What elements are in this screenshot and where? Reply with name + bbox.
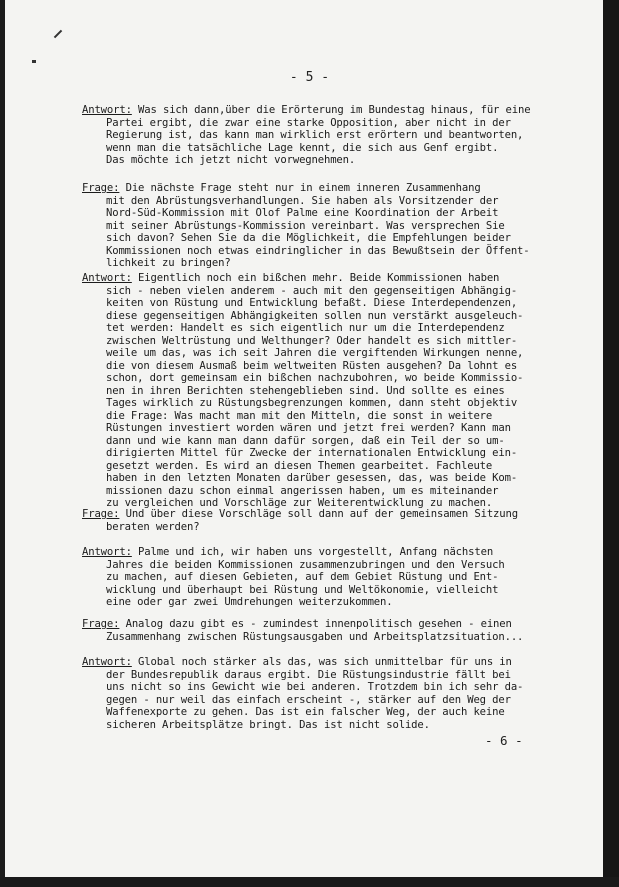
text-line: tet werden: Handelt es sich eigentlich nur um die Interdependenz <box>106 322 505 334</box>
answer-block <box>82 104 582 167</box>
text-line: Und über diese Vorschläge soll dann auf der gemeinsamen Sitzung <box>119 508 518 520</box>
text-line: wicklung und überhaupt bei Rüstung und Weltökonomie, vielleicht <box>106 583 499 596</box>
speaker-label: Antwort: <box>82 272 132 284</box>
text-line: schon, dort gemeinsam ein bißchen nachzubohren, wo beide Kommissio- <box>106 372 524 384</box>
text-line: zu vergleichen und Vorschläge zur Weiterentwicklung zu machen. <box>106 497 493 509</box>
text-line: Zusammenhang zwischen Rüstungsausgaben und Arbeitsplatzsituation... <box>106 630 524 643</box>
first-line <box>82 104 582 117</box>
text-line: gegen - nur weil das einfach erscheint -, stärker auf den Weg der <box>106 693 511 706</box>
speaker-label: Frage: <box>82 618 120 630</box>
text-line: weile um das, was ich seit Jahren die vergiftenden Wirkungen nenne, <box>106 347 524 359</box>
text-line: Partei ergibt, die zwar eine starke Opposition, aber nicht in der <box>106 116 511 129</box>
text-line: Was sich dann,über die Erörterung im Bundestag hinaus, für eine <box>131 104 531 116</box>
text-line: uns nicht so ins Gewicht wie bei anderen. Trotzdem bin ich sehr da- <box>106 681 524 693</box>
speaker-label: Antwort: <box>82 546 132 558</box>
text-line: gesetzt werden. Es wird an diesen Themen gearbeitet. Fachleute <box>106 459 493 472</box>
first-line <box>82 182 582 195</box>
text-line: sich davon? Sehen Sie da die Möglichkeit, die Empfehlungen beider <box>106 232 511 244</box>
page-number-bottom: - 6 - <box>485 733 523 748</box>
text-line: lichkeit zu bringen? <box>106 257 231 269</box>
text-line: missionen dazu schon einmal angerissen haben, um es miteinander <box>106 484 499 497</box>
text-line: Regierung ist, das kann man wirklich erst erörtern und beantworten, <box>106 129 524 141</box>
speaker-label: Frage: <box>82 182 120 194</box>
speaker-label: Frage: <box>82 508 120 520</box>
text-line: mit seiner Abrüstungs-Kommission vereinbart. Was versprechen Sie <box>106 219 505 232</box>
text-line: der Bundesrepublik daraus ergibt. Die Rüstungsindustrie fällt bei <box>106 668 511 681</box>
speaker-label: Antwort: <box>82 104 132 116</box>
text-line: Global noch stärker als das, was sich unmittelbar für uns in <box>131 656 512 668</box>
text-line: Kommissionen noch etwas eindringlicher in das Bewußtsein der Öffent- <box>106 244 530 257</box>
first-line <box>82 546 582 559</box>
scan-border-left <box>0 0 5 887</box>
pen-mark <box>54 30 62 38</box>
text-line: dann und wie kann man dann dafür sorgen, daß ein Teil der so um- <box>106 434 505 447</box>
text-line: eine oder gar zwei Umdrehungen weiterzukommen. <box>106 596 393 608</box>
first-line <box>82 272 582 285</box>
text-line: nen in ihren Berichten stehengeblieben sind. Und sollte es eines <box>106 384 505 397</box>
text-line: diese gegenseitigen Abhängigkeiten sollen nun verstärkt ausgeleuch- <box>106 309 524 322</box>
text-line: die von diesem Ausmaß beim weltweiten Rüsten ausgehen? Da lohnt es <box>106 359 518 372</box>
text-line: Eigentlich noch ein bißchen mehr. Beide Kommissionen haben <box>131 272 500 284</box>
text-line: zu machen, auf diesen Gebieten, auf dem Gebiet Rüstung und Ent- <box>106 571 499 583</box>
answer-block <box>82 272 582 510</box>
text-line: zwischen Weltrüstung und Welthunger? Oder handelt es sich mittler- <box>106 334 518 347</box>
text-line: sich - neben vielen anderem - auch mit den gegenseitigen Abhängig- <box>106 284 518 297</box>
text-line: Analog dazu gibt es - zumindest innenpolitisch gesehen - einen <box>119 618 512 630</box>
question-block <box>82 182 582 270</box>
text-line: Rüstungen investiert worden wären und jetzt frei werden? Kann man <box>106 422 511 434</box>
text-line: Waffenexporte zu gehen. Das ist ein falscher Weg, der auch keine <box>106 706 505 718</box>
text-line: beraten werden? <box>106 520 200 533</box>
first-line <box>82 618 582 631</box>
text-line: Tages wirklich zu Rüstungsbegrenzungen kommen, dann steht objektiv <box>106 397 518 409</box>
page-number-top: - 5 - <box>289 70 330 85</box>
text-line: sicheren Arbeitsplätze bringt. Das ist nicht solide. <box>106 718 430 731</box>
pen-mark <box>32 60 36 63</box>
text-line: dirigierten Mittel für Zwecke der internationalen Entwicklung ein- <box>106 447 518 459</box>
text-line: Das möchte ich jetzt nicht vorwegnehmen. <box>106 154 356 166</box>
question-block <box>82 508 582 533</box>
text-line: die Frage: Was macht man mit den Mitteln, die sonst in weitere <box>106 409 493 422</box>
text-line: Palme und ich, wir haben uns vorgestellt, Anfang nächsten <box>131 546 494 558</box>
text-line: wenn man die tatsächliche Lage kennt, die sich aus Genf ergibt. <box>106 141 499 154</box>
scan-border-right <box>603 0 619 887</box>
answer-block <box>82 546 582 609</box>
first-line <box>82 656 582 669</box>
scan-border-bottom <box>0 877 619 887</box>
text-line: Jahres die beiden Kommissionen zusammenzubringen und den Versuch <box>106 558 505 571</box>
answer-block <box>82 656 582 731</box>
text-line: Die nächste Frage steht nur in einem inneren Zusammenhang <box>119 182 481 194</box>
text-line: haben in den letzten Monaten darüber gesessen, das, was beide Kom- <box>106 472 518 484</box>
text-line: Nord-Süd-Kommission mit Olof Palme eine Koordination der Arbeit <box>106 207 499 219</box>
text-line: mit den Abrüstungsverhandlungen. Sie haben als Vorsitzender der <box>106 194 499 207</box>
question-block <box>82 618 582 643</box>
speaker-label: Antwort: <box>82 656 132 668</box>
first-line <box>82 508 582 521</box>
text-line: keiten von Rüstung und Entwicklung befaßt. Diese Interdependenzen, <box>106 297 518 309</box>
